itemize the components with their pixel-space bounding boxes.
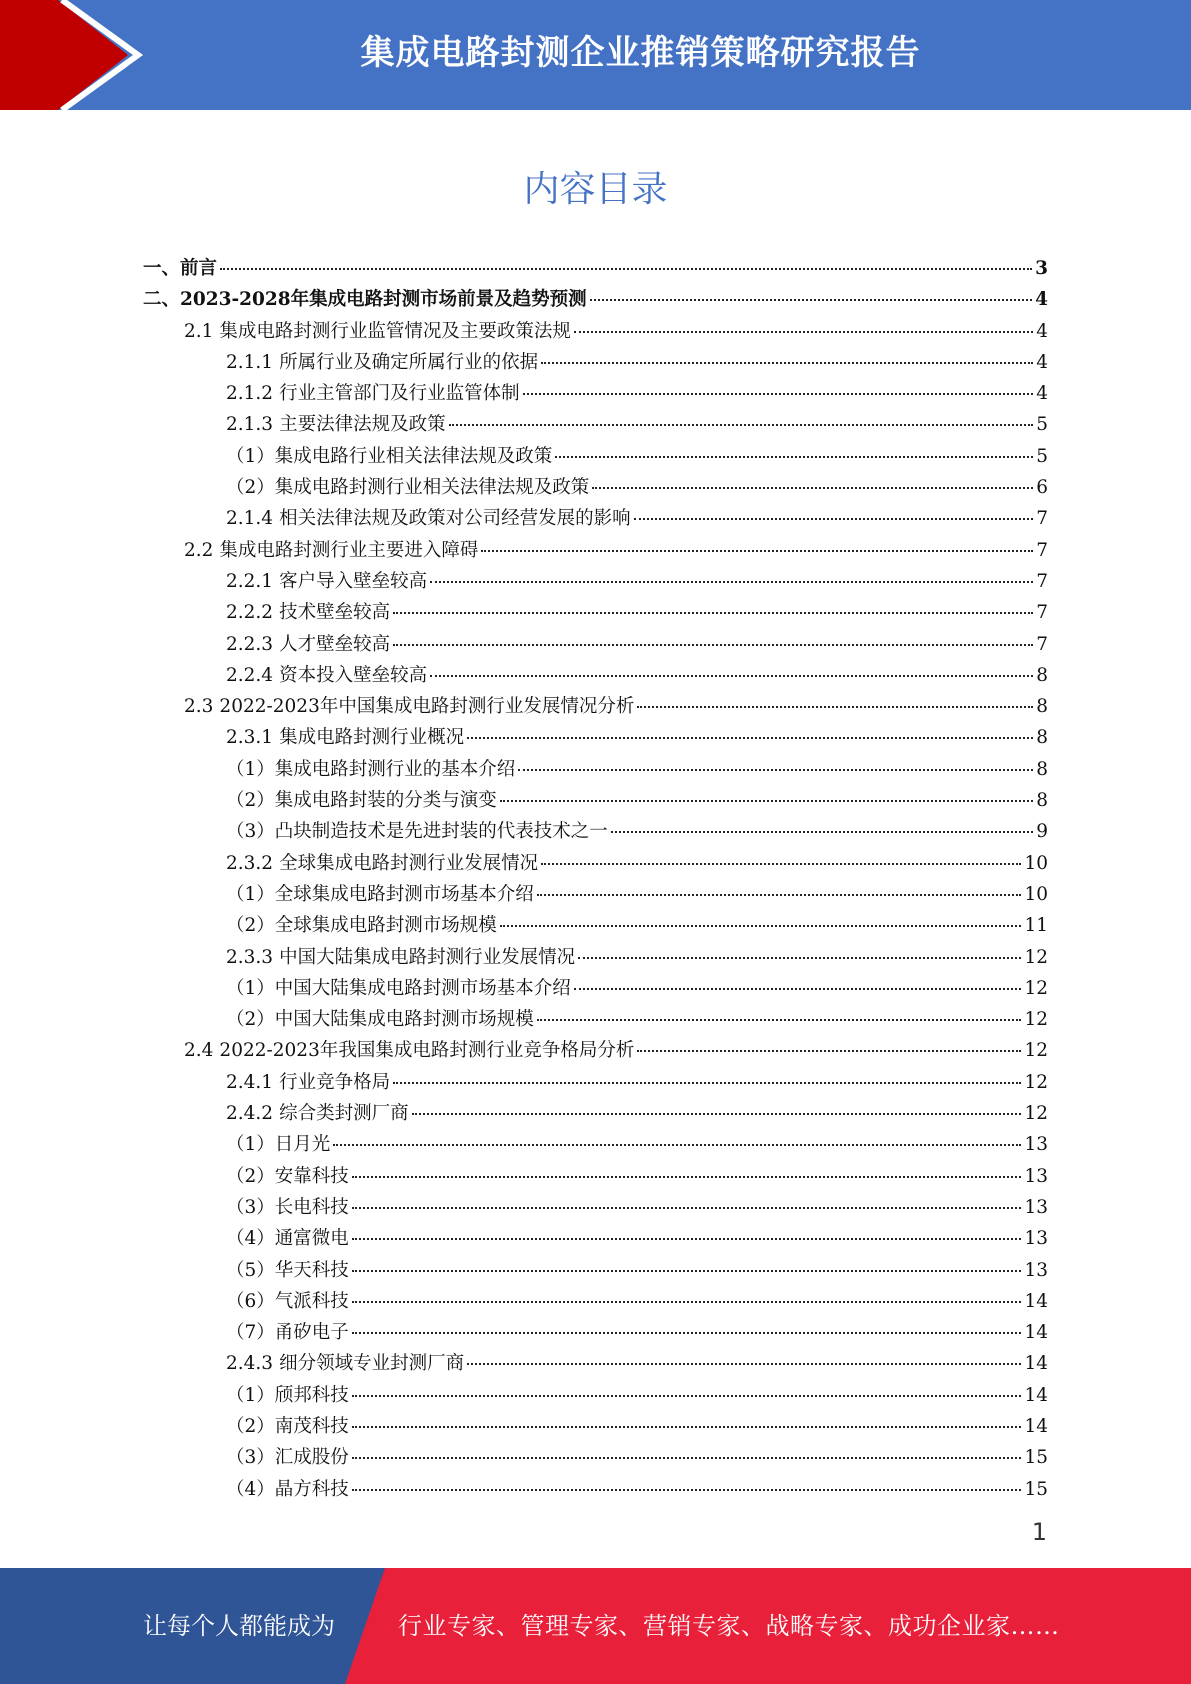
- toc-entry[interactable]: [143, 661, 1048, 692]
- toc-entry[interactable]: [143, 1162, 1048, 1193]
- toc-entry-page: 5: [1036, 445, 1048, 467]
- toc-entry[interactable]: [143, 943, 1048, 974]
- toc-entry-number: （3）: [226, 1196, 275, 1218]
- toc-dot-leader: [518, 769, 1033, 771]
- toc-dot-leader: [523, 393, 1034, 395]
- toc-entry-number: （2）: [226, 1165, 275, 1187]
- toc-entry-title: 集成电路行业相关法律法规及政策: [274, 445, 553, 467]
- toc-dot-leader: [467, 1363, 1021, 1365]
- toc-entry[interactable]: [143, 348, 1048, 379]
- toc-entry[interactable]: [143, 598, 1048, 629]
- toc-dot-leader: [467, 737, 1033, 739]
- toc-entry[interactable]: [143, 473, 1048, 504]
- toc-entry-title: 综合类封测厂商: [279, 1103, 409, 1125]
- toc-dot-leader: [611, 831, 1033, 833]
- toc-entry-page: 4: [1036, 351, 1048, 373]
- toc-entry-number: （1）: [226, 883, 275, 905]
- toc-entry[interactable]: [143, 1287, 1048, 1318]
- toc-entry[interactable]: [143, 567, 1048, 598]
- toc-entry[interactable]: [143, 1443, 1048, 1474]
- toc-entry-title: 中国大陆集成电路封测市场基本介绍: [274, 977, 571, 999]
- toc-entry-title: 2022-2023年我国集成电路封测行业竞争格局分析: [219, 1040, 635, 1062]
- toc-entry[interactable]: [143, 630, 1048, 661]
- toc-dot-leader: [590, 299, 1032, 301]
- toc-entry-page: 13: [1024, 1259, 1048, 1281]
- toc-entry[interactable]: [143, 317, 1048, 348]
- toc-entry-page: 14: [1024, 1384, 1048, 1406]
- toc-entry[interactable]: [143, 692, 1048, 723]
- toc-dot-leader: [352, 1207, 1022, 1209]
- toc-entry[interactable]: [143, 817, 1048, 848]
- toc-dot-leader: [637, 706, 1033, 708]
- toc-entry-title: 颀邦科技: [274, 1384, 349, 1406]
- toc-entry-title: 中国大陆集成电路封测行业发展情况: [279, 946, 576, 968]
- toc-entry-number: 2.2: [184, 539, 214, 561]
- toc-entry-number: （1）: [226, 445, 275, 467]
- toc-dot-leader: [352, 1270, 1022, 1272]
- toc-entry-page: 12: [1024, 1071, 1048, 1093]
- toc-entry-page: 7: [1036, 570, 1048, 592]
- toc-dot-leader: [481, 550, 1033, 552]
- toc-entry-number: （1）: [226, 1134, 275, 1156]
- toc-entry-title: 通富微电: [274, 1228, 349, 1250]
- toc-entry-number: 2.2.2: [226, 602, 274, 624]
- toc-entry-page: 12: [1024, 946, 1048, 968]
- toc-entry-page: 8: [1036, 758, 1048, 780]
- toc-entry[interactable]: [143, 1068, 1048, 1099]
- toc-entry-title: 凸块制造技术是先进封装的代表技术之一: [274, 821, 608, 843]
- toc-entry-number: 2.4: [184, 1040, 214, 1062]
- toc-entry-title: 集成电路封测行业概况: [279, 727, 465, 749]
- toc-entry-number: 2.1.2: [226, 383, 274, 405]
- toc-entry-page: 13: [1024, 1165, 1048, 1187]
- toc-dot-leader: [352, 1489, 1022, 1491]
- toc-entry-title: 2022-2023年中国集成电路封测行业发展情况分析: [219, 696, 635, 718]
- toc-entry-title: 晶方科技: [274, 1478, 349, 1500]
- toc-entry-title: 中国大陆集成电路封测市场规模: [274, 1009, 534, 1031]
- toc-entry-page: 11: [1024, 915, 1048, 937]
- toc-entry-page: 12: [1024, 1040, 1048, 1062]
- toc-entry-title: 全球集成电路封测市场基本介绍: [274, 883, 534, 905]
- toc-entry-title: 气派科技: [274, 1290, 349, 1312]
- toc-entry-page: 7: [1036, 508, 1048, 530]
- toc-dot-leader: [352, 1176, 1022, 1178]
- toc-entry-page: 14: [1024, 1322, 1048, 1344]
- toc-entry-number: 2.1.4: [226, 508, 274, 530]
- toc-dot-leader: [220, 268, 1032, 270]
- toc-entry-title: 细分领域专业封测厂商: [279, 1353, 465, 1375]
- footer-slogan-right: 行业专家、管理专家、营销专家、战略专家、成功企业家……: [398, 1612, 1060, 1640]
- footer-banner: [0, 1568, 1191, 1684]
- toc-entry[interactable]: [143, 1224, 1048, 1255]
- toc-entry-page: 8: [1036, 696, 1048, 718]
- toc-entry-title: 日月光: [274, 1134, 331, 1156]
- toc-dot-leader: [555, 456, 1033, 458]
- toc-entry-number: 2.3.2: [226, 852, 274, 874]
- toc-entry[interactable]: [143, 1412, 1048, 1443]
- toc-entry-page: 7: [1036, 633, 1048, 655]
- toc-entry-page: 4: [1036, 383, 1048, 405]
- toc-entry-page: 7: [1036, 539, 1048, 561]
- toc-entry-number: 2.4.3: [226, 1353, 274, 1375]
- toc-entry-title: 安靠科技: [274, 1165, 349, 1187]
- toc-entry[interactable]: [143, 786, 1048, 817]
- table-of-contents: [143, 254, 1048, 1506]
- toc-entry[interactable]: [143, 849, 1048, 880]
- toc-dot-leader: [430, 581, 1033, 583]
- toc-entry-title: 汇成股份: [274, 1447, 349, 1469]
- toc-entry-title: 人才壁垒较高: [279, 633, 391, 655]
- toc-entry-page: 15: [1024, 1447, 1048, 1469]
- toc-entry-title: 行业竞争格局: [279, 1071, 391, 1093]
- toc-entry-page: 10: [1024, 883, 1048, 905]
- toc-entry-number: 2.2.4: [226, 664, 274, 686]
- toc-entry-title: 集成电路封测行业监管情况及主要政策法规: [219, 320, 571, 342]
- toc-entry-page: 6: [1036, 477, 1048, 499]
- toc-entry-page: 12: [1024, 1103, 1048, 1125]
- toc-dot-leader: [449, 424, 1034, 426]
- toc-entry-page: 8: [1036, 790, 1048, 812]
- toc-entry-page: 13: [1024, 1228, 1048, 1250]
- toc-entry-page: 9: [1036, 821, 1048, 843]
- toc-entry[interactable]: [143, 1475, 1048, 1506]
- toc-entry-number: （2）: [226, 915, 275, 937]
- toc-entry[interactable]: [143, 1099, 1048, 1130]
- toc-entry-number: （2）: [226, 1415, 275, 1437]
- toc-entry-number: 2.3.1: [226, 727, 274, 749]
- toc-entry-number: 2.4.1: [226, 1071, 274, 1093]
- toc-entry[interactable]: [143, 504, 1048, 535]
- toc-entry-number: （2）: [226, 1009, 275, 1031]
- toc-entry-title: 技术壁垒较高: [279, 602, 391, 624]
- toc-entry-page: 4: [1035, 289, 1048, 311]
- toc-entry-title: 长电科技: [274, 1196, 349, 1218]
- toc-entry[interactable]: [143, 1036, 1048, 1067]
- toc-entry-number: （5）: [226, 1259, 275, 1281]
- toc-entry-title: 资本投入壁垒较高: [279, 664, 428, 686]
- toc-entry-page: 7: [1036, 602, 1048, 624]
- toc-dot-leader: [412, 1113, 1022, 1115]
- toc-entry-page: 8: [1036, 727, 1048, 749]
- toc-entry-title: 全球集成电路封测行业发展情况: [279, 852, 539, 874]
- toc-entry-page: 10: [1024, 852, 1048, 874]
- toc-dot-leader: [352, 1457, 1022, 1459]
- toc-entry-number: 二、: [143, 289, 181, 311]
- toc-entry[interactable]: [143, 880, 1048, 911]
- toc-entry-title: 集成电路封测行业主要进入障碍: [219, 539, 479, 561]
- toc-entry-title: 所属行业及确定所属行业的依据: [279, 351, 539, 373]
- toc-entry-page: 13: [1024, 1196, 1048, 1218]
- toc-entry[interactable]: [143, 379, 1048, 410]
- toc-entry-title: 集成电路封装的分类与演变: [274, 790, 497, 812]
- header-banner: [0, 0, 1191, 110]
- toc-entry-number: （2）: [226, 790, 275, 812]
- toc-entry-number: 2.4.2: [226, 1103, 274, 1125]
- toc-dot-leader: [500, 925, 1022, 927]
- toc-dot-leader: [352, 1238, 1022, 1240]
- toc-entry-number: （3）: [226, 1447, 275, 1469]
- toc-entry[interactable]: [143, 1130, 1048, 1161]
- toc-entry-number: （7）: [226, 1322, 275, 1344]
- toc-entry-number: 2.2.3: [226, 633, 274, 655]
- toc-entry-number: 2.2.1: [226, 570, 274, 592]
- toc-dot-leader: [574, 988, 1022, 990]
- toc-entry-page: 8: [1036, 664, 1048, 686]
- toc-dot-leader: [430, 675, 1033, 677]
- footer-slogan-left: 让每个人都能成为: [143, 1612, 335, 1640]
- page-number: 1: [1031, 1518, 1047, 1546]
- toc-dot-leader: [541, 362, 1033, 364]
- toc-entry-number: （1）: [226, 977, 275, 999]
- toc-entry-page: 4: [1036, 320, 1048, 342]
- toc-entry[interactable]: [143, 536, 1048, 567]
- toc-entry[interactable]: [143, 755, 1048, 786]
- toc-entry[interactable]: [143, 723, 1048, 754]
- toc-entry-number: （4）: [226, 1228, 275, 1250]
- toc-entry-number: （1）: [226, 758, 275, 780]
- toc-entry-number: （2）: [226, 477, 275, 499]
- toc-entry-title: 甬矽电子: [274, 1322, 349, 1344]
- toc-dot-leader: [393, 1082, 1021, 1084]
- toc-entry[interactable]: [143, 974, 1048, 1005]
- toc-entry-title: 行业主管部门及行业监管体制: [279, 383, 520, 405]
- toc-dot-leader: [537, 1019, 1022, 1021]
- toc-entry-number: （3）: [226, 821, 275, 843]
- toc-entry[interactable]: [143, 1349, 1048, 1380]
- toc-entry-title: 主要法律法规及政策: [279, 414, 446, 436]
- toc-dot-leader: [352, 1395, 1022, 1397]
- toc-entry[interactable]: [143, 1193, 1048, 1224]
- report-title: 集成电路封测企业推销策略研究报告: [360, 33, 921, 73]
- toc-entry-number: 2.3.3: [226, 946, 274, 968]
- toc-entry[interactable]: [143, 1381, 1048, 1412]
- toc-entry[interactable]: [143, 1256, 1048, 1287]
- toc-dot-leader: [637, 1050, 1021, 1052]
- toc-entry[interactable]: [143, 254, 1048, 285]
- toc-entry-page: 12: [1024, 1009, 1048, 1031]
- toc-entry-number: （6）: [226, 1290, 275, 1312]
- toc-entry-page: 15: [1024, 1478, 1048, 1500]
- toc-entry-title: 相关法律法规及政策对公司经营发展的影响: [279, 508, 631, 530]
- toc-entry-number: 2.1.3: [226, 414, 274, 436]
- toc-dot-leader: [537, 894, 1022, 896]
- toc-entry[interactable]: [143, 1318, 1048, 1349]
- toc-dot-leader: [578, 957, 1021, 959]
- toc-entry-title: 集成电路封测行业相关法律法规及政策: [274, 477, 590, 499]
- toc-entry-number: 2.1.1: [226, 351, 274, 373]
- toc-entry-page: 5: [1036, 414, 1048, 436]
- toc-dot-leader: [574, 331, 1033, 333]
- toc-entry-title: 2023-2028年集成电路封测市场前景及趋势预测: [180, 289, 587, 311]
- toc-entry-page: 14: [1024, 1353, 1048, 1375]
- toc-entry-title: 全球集成电路封测市场规模: [274, 915, 497, 937]
- toc-entry-page: 14: [1024, 1415, 1048, 1437]
- toc-entry-title: 客户导入壁垒较高: [279, 570, 428, 592]
- toc-entry[interactable]: [143, 1005, 1048, 1036]
- toc-entry-number: （4）: [226, 1478, 275, 1500]
- toc-dot-leader: [541, 863, 1021, 865]
- toc-entry[interactable]: [143, 285, 1048, 316]
- toc-dot-leader: [393, 644, 1033, 646]
- toc-entry-title: 南茂科技: [274, 1415, 349, 1437]
- toc-dot-leader: [333, 1144, 1021, 1146]
- toc-entry-page: 12: [1024, 977, 1048, 999]
- toc-entry[interactable]: [143, 442, 1048, 473]
- toc-entry-page: 14: [1024, 1290, 1048, 1312]
- toc-entry[interactable]: [143, 410, 1048, 441]
- toc-entry-page: 3: [1035, 258, 1048, 279]
- toc-entry-title: 华天科技: [274, 1259, 349, 1281]
- toc-dot-leader: [500, 800, 1033, 802]
- toc-dot-leader: [393, 612, 1033, 614]
- toc-entry-number: 2.3: [184, 696, 214, 718]
- toc-entry-title: 集成电路封测行业的基本介绍: [274, 758, 516, 780]
- toc-entry-page: 13: [1024, 1134, 1048, 1156]
- toc-entry-title: 前言: [180, 258, 218, 279]
- toc-dot-leader: [352, 1332, 1022, 1334]
- toc-heading: 内容目录: [523, 169, 668, 210]
- toc-entry-number: 一、: [143, 258, 181, 279]
- toc-dot-leader: [352, 1301, 1022, 1303]
- toc-dot-leader: [634, 518, 1034, 520]
- toc-dot-leader: [592, 487, 1033, 489]
- toc-entry-number: （1）: [226, 1384, 275, 1406]
- toc-entry[interactable]: [143, 911, 1048, 942]
- toc-entry-number: 2.1: [184, 320, 214, 342]
- toc-dot-leader: [352, 1426, 1022, 1428]
